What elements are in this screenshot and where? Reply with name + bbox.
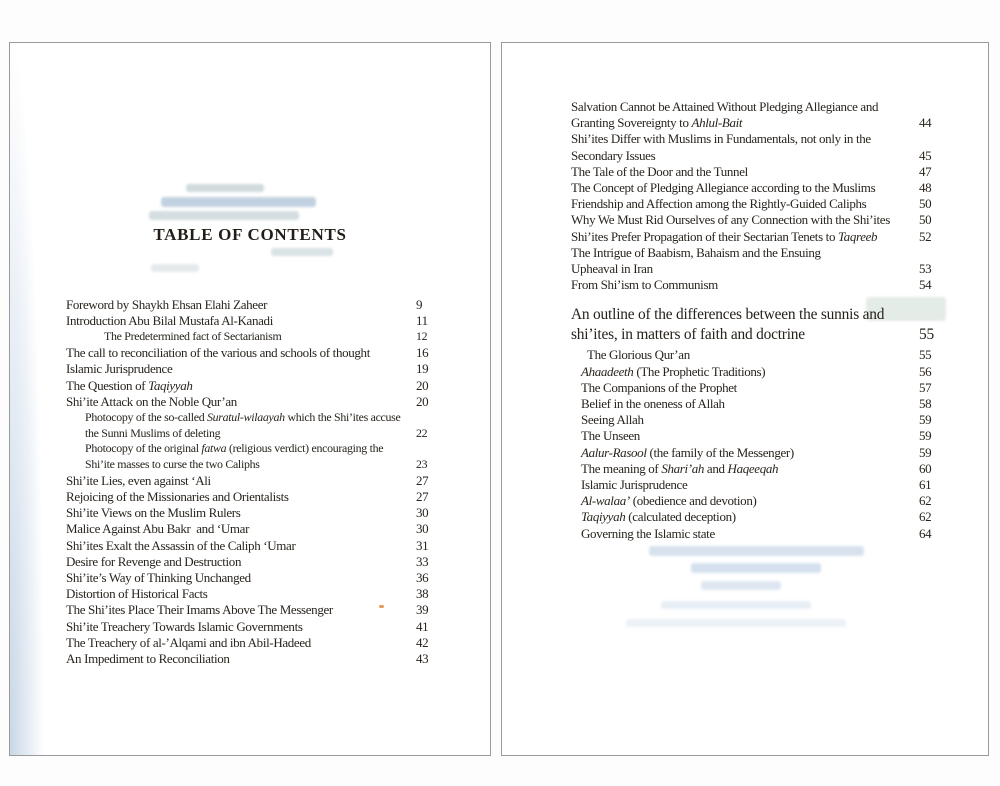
section-heading xyxy=(571,305,957,345)
toc-entry-text: Seeing Allah xyxy=(581,412,644,428)
toc-entry xyxy=(571,148,957,164)
toc-entry-page-number: 36 xyxy=(416,569,429,585)
toc-entry-text: Rejoicing of the Missionaries and Orientalists xyxy=(66,488,289,504)
toc-entry-page-number: 59 xyxy=(919,444,932,460)
toc-entry-page-number: 62 xyxy=(919,493,932,509)
toc-entry-page-number: 38 xyxy=(416,586,429,602)
toc-entry xyxy=(571,412,957,428)
toc-entry xyxy=(66,297,454,313)
toc-entry-page-number: 16 xyxy=(416,345,429,361)
toc-entry-page-number: 33 xyxy=(416,553,429,569)
toc-entry-text: Shi’ites Exalt the Assassin of the Caliph ‘Umar xyxy=(66,537,296,553)
toc-title: TABLE OF CONTENTS xyxy=(153,225,347,244)
toc-entry-page-number: 59 xyxy=(919,428,932,444)
toc-entry-page-number: 41 xyxy=(416,618,429,634)
toc-entry-text: Photocopy of the original fatwa (religious verdict) encouraging the xyxy=(85,441,384,456)
toc-entry-text: Al-walaa’ (obedience and devotion) xyxy=(581,493,757,509)
toc-entry-text: Shi’ites Prefer Propagation of their Sectarian Tenets to Taqreeb xyxy=(571,228,878,244)
toc-entry xyxy=(66,505,454,521)
show-through-artifact xyxy=(649,546,864,556)
toc-entry-text: Granting Sovereignty to Ahlul-Bait xyxy=(571,115,743,131)
toc-entry-text: Friendship and Affection among the Rightly-Guided Caliphs xyxy=(571,196,867,212)
toc-entry-text: Malice Against Abu Bakr and ‘Umar xyxy=(66,521,250,537)
toc-entry xyxy=(66,441,454,457)
toc-entry-page-number: 57 xyxy=(919,379,932,395)
toc-entry xyxy=(66,554,454,570)
toc-entry-page-number: 62 xyxy=(919,509,932,525)
toc-entry xyxy=(571,509,957,525)
toc-entry-text: Shi’ite Attack on the Noble Qur’an xyxy=(66,393,237,409)
toc-entry xyxy=(66,410,454,426)
toc-entry-page-number: 52 xyxy=(919,228,932,244)
toc-entry xyxy=(66,521,454,537)
toc-entry-text: The Intrigue of Baabism, Bahaism and the Ensuing xyxy=(571,244,821,260)
toc-entry xyxy=(571,428,957,444)
toc-entry xyxy=(66,602,454,618)
toc-entry xyxy=(66,489,454,505)
toc-entry xyxy=(571,212,957,228)
toc-entry-text: Shi’ite’s Way of Thinking Unchanged xyxy=(66,569,251,585)
toc-entry xyxy=(571,277,957,293)
toc-entry-page-number: 27 xyxy=(416,488,429,504)
toc-entry-text: Photocopy of the so-called Suratul-wilaayah which the Shi’ites accuse xyxy=(85,409,401,424)
toc-entry xyxy=(66,313,454,329)
toc-entry-text: shi’ites, in matters of faith and doctrine xyxy=(571,326,805,344)
toc-entry-text: The Glorious Qur’an xyxy=(587,347,690,363)
toc-entry-page-number: 55 xyxy=(919,326,934,344)
toc-entry-text: Secondary Issues xyxy=(571,147,656,163)
toc-entry-page-number: 53 xyxy=(919,261,932,277)
show-through-artifact xyxy=(661,601,811,609)
right-page xyxy=(501,42,989,756)
toc-entry xyxy=(66,651,454,667)
toc-entry-page-number: 11 xyxy=(416,313,428,329)
toc-entry-text: Upheaval in Iran xyxy=(571,261,653,277)
toc-entry xyxy=(66,345,454,361)
toc-entry-page-number: 56 xyxy=(919,363,932,379)
toc-entry-text: The Unseen xyxy=(581,428,640,444)
toc-entry-text: The Predetermined fact of Sectarianism xyxy=(104,329,282,344)
toc-entry-text: The Concept of Pledging Allegiance according to the Muslims xyxy=(571,180,876,196)
toc-entry xyxy=(571,196,957,212)
toc-entry xyxy=(571,229,957,245)
toc-entry-text: Islamic Jurisprudence xyxy=(581,477,688,493)
toc-entry-page-number: 31 xyxy=(416,537,429,553)
toc-entry-page-number: 22 xyxy=(416,425,428,440)
toc-entry-page-number: 54 xyxy=(919,277,932,293)
toc-entry-page-number: 61 xyxy=(919,477,932,493)
toc-entry-page-number: 50 xyxy=(919,212,932,228)
toc-entry-text: An outline of the differences between the sunnis and xyxy=(571,306,885,324)
toc-list-right-main xyxy=(571,99,957,293)
toc-entry xyxy=(571,380,957,396)
toc-entry xyxy=(66,473,454,489)
toc-entry xyxy=(571,245,957,261)
toc-entry-page-number: 60 xyxy=(919,460,932,476)
toc-entry-text: Ahaadeeth (The Prophetic Traditions) xyxy=(581,363,766,379)
toc-entry-text: Shi’ite Treachery Towards Islamic Governments xyxy=(66,618,303,634)
toc-entry-text: the Sunni Muslims of deleting xyxy=(85,425,221,440)
toc-entry-page-number: 9 xyxy=(416,297,423,312)
section-heading-line xyxy=(571,305,957,325)
toc-entry-text: The Tale of the Door and the Tunnel xyxy=(571,163,748,179)
toc-entry xyxy=(571,99,957,115)
toc-entry xyxy=(571,493,957,509)
toc-entry-page-number: 64 xyxy=(919,525,932,541)
section-heading-line xyxy=(571,325,957,345)
toc-entry xyxy=(66,361,454,377)
toc-entry xyxy=(571,396,957,412)
left-page-content xyxy=(66,43,454,667)
toc-entry-text: Introduction Abu Bilal Mustafa Al-Kanadi xyxy=(66,313,273,329)
page-curl-shade xyxy=(10,43,56,755)
toc-entry xyxy=(571,131,957,147)
toc-entry-page-number: 19 xyxy=(416,361,429,377)
toc-entry xyxy=(571,164,957,180)
toc-entry-page-number: 20 xyxy=(416,377,429,393)
toc-entry-page-number: 42 xyxy=(416,634,429,650)
toc-entry xyxy=(571,364,957,380)
toc-entry xyxy=(66,394,454,410)
toc-entry-text: Why We Must Rid Ourselves of any Connection with the Shi’ites xyxy=(571,212,890,228)
toc-entry xyxy=(571,180,957,196)
toc-entry-page-number: 47 xyxy=(919,163,932,179)
toc-entry-text: Islamic Jurisprudence xyxy=(66,361,173,377)
toc-entry-page-number: 48 xyxy=(919,180,932,196)
toc-entry-page-number: 30 xyxy=(416,521,429,537)
toc-entry-page-number: 50 xyxy=(919,196,932,212)
toc-entry-text: Distortion of Historical Facts xyxy=(66,586,208,602)
toc-entry-text: Shi’ite Views on the Muslim Rulers xyxy=(66,505,241,521)
show-through-artifact xyxy=(701,581,781,590)
toc-entry xyxy=(66,586,454,602)
toc-entry-text: Belief in the oneness of Allah xyxy=(581,396,725,412)
toc-entry xyxy=(571,115,957,131)
toc-entry-page-number: 39 xyxy=(416,602,429,618)
toc-entry xyxy=(571,445,957,461)
toc-entry xyxy=(66,329,454,345)
toc-entry-text: Taqiyyah (calculated deception) xyxy=(581,509,736,525)
toc-entry-page-number: 30 xyxy=(416,505,429,521)
toc-entry-page-number: 59 xyxy=(919,412,932,428)
right-page-content xyxy=(571,99,957,542)
toc-entry-page-number: 55 xyxy=(919,347,932,363)
toc-entry xyxy=(66,635,454,651)
toc-entry-page-number: 27 xyxy=(416,472,429,488)
toc-entry-text: Foreword by Shaykh Ehsan Elahi Zaheer xyxy=(66,297,268,312)
toc-entry-text: From Shi’ism to Communism xyxy=(571,277,718,293)
toc-entry-text: Desire for Revenge and Destruction xyxy=(66,553,242,569)
toc-entry-text: The call to reconciliation of the various and schools of thought xyxy=(66,345,370,361)
toc-entry-page-number: 45 xyxy=(919,147,932,163)
toc-entry-text: The Question of Taqiyyah xyxy=(66,377,193,393)
toc-entry-page-number: 20 xyxy=(416,393,429,409)
toc-entry-text: Governing the Islamic state xyxy=(581,525,715,541)
toc-entry-page-number: 43 xyxy=(416,650,429,666)
left-page xyxy=(9,42,491,756)
toc-entry-text: The Shi’ites Place Their Imams Above The Messenger xyxy=(66,602,333,618)
toc-entry-text: An Impediment to Reconciliation xyxy=(66,650,230,666)
toc-entry-text: The meaning of Shari’ah and Haqeeqah xyxy=(581,460,779,476)
show-through-artifact xyxy=(691,563,821,573)
toc-list-left xyxy=(66,297,454,667)
toc-list-right-sub xyxy=(571,347,957,541)
toc-entry-text: Salvation Cannot be Attained Without Pledging Allegiance and xyxy=(571,99,879,114)
toc-entry-text: Shi’ite Lies, even against ‘Ali xyxy=(66,472,211,488)
toc-entry xyxy=(571,526,957,542)
toc-entry-page-number: 23 xyxy=(416,457,428,472)
toc-entry xyxy=(66,538,454,554)
toc-entry-text: The Companions of the Prophet xyxy=(581,379,737,395)
toc-entry-page-number: 58 xyxy=(919,396,932,412)
toc-entry-page-number: 12 xyxy=(416,329,428,344)
toc-entry xyxy=(66,570,454,586)
toc-entry xyxy=(66,378,454,394)
toc-entry xyxy=(571,461,957,477)
toc-entry xyxy=(66,619,454,635)
toc-entry-text: Shi’ite masses to curse the two Caliphs xyxy=(85,457,260,472)
toc-entry-page-number: 44 xyxy=(919,115,932,131)
toc-entry-text: The Treachery of al-’Alqami and ibn Abil-Hadeed xyxy=(66,634,311,650)
toc-entry xyxy=(66,426,454,442)
toc-entry-text: Shi’ites Differ with Muslims in Fundamentals, not only in the xyxy=(571,131,871,147)
toc-entry xyxy=(571,477,957,493)
toc-entry xyxy=(571,261,957,277)
toc-entry xyxy=(66,457,454,473)
toc-entry-text: Aalur-Rasool (the family of the Messenger) xyxy=(581,444,794,460)
show-through-artifact xyxy=(626,619,846,627)
toc-entry xyxy=(571,347,957,363)
